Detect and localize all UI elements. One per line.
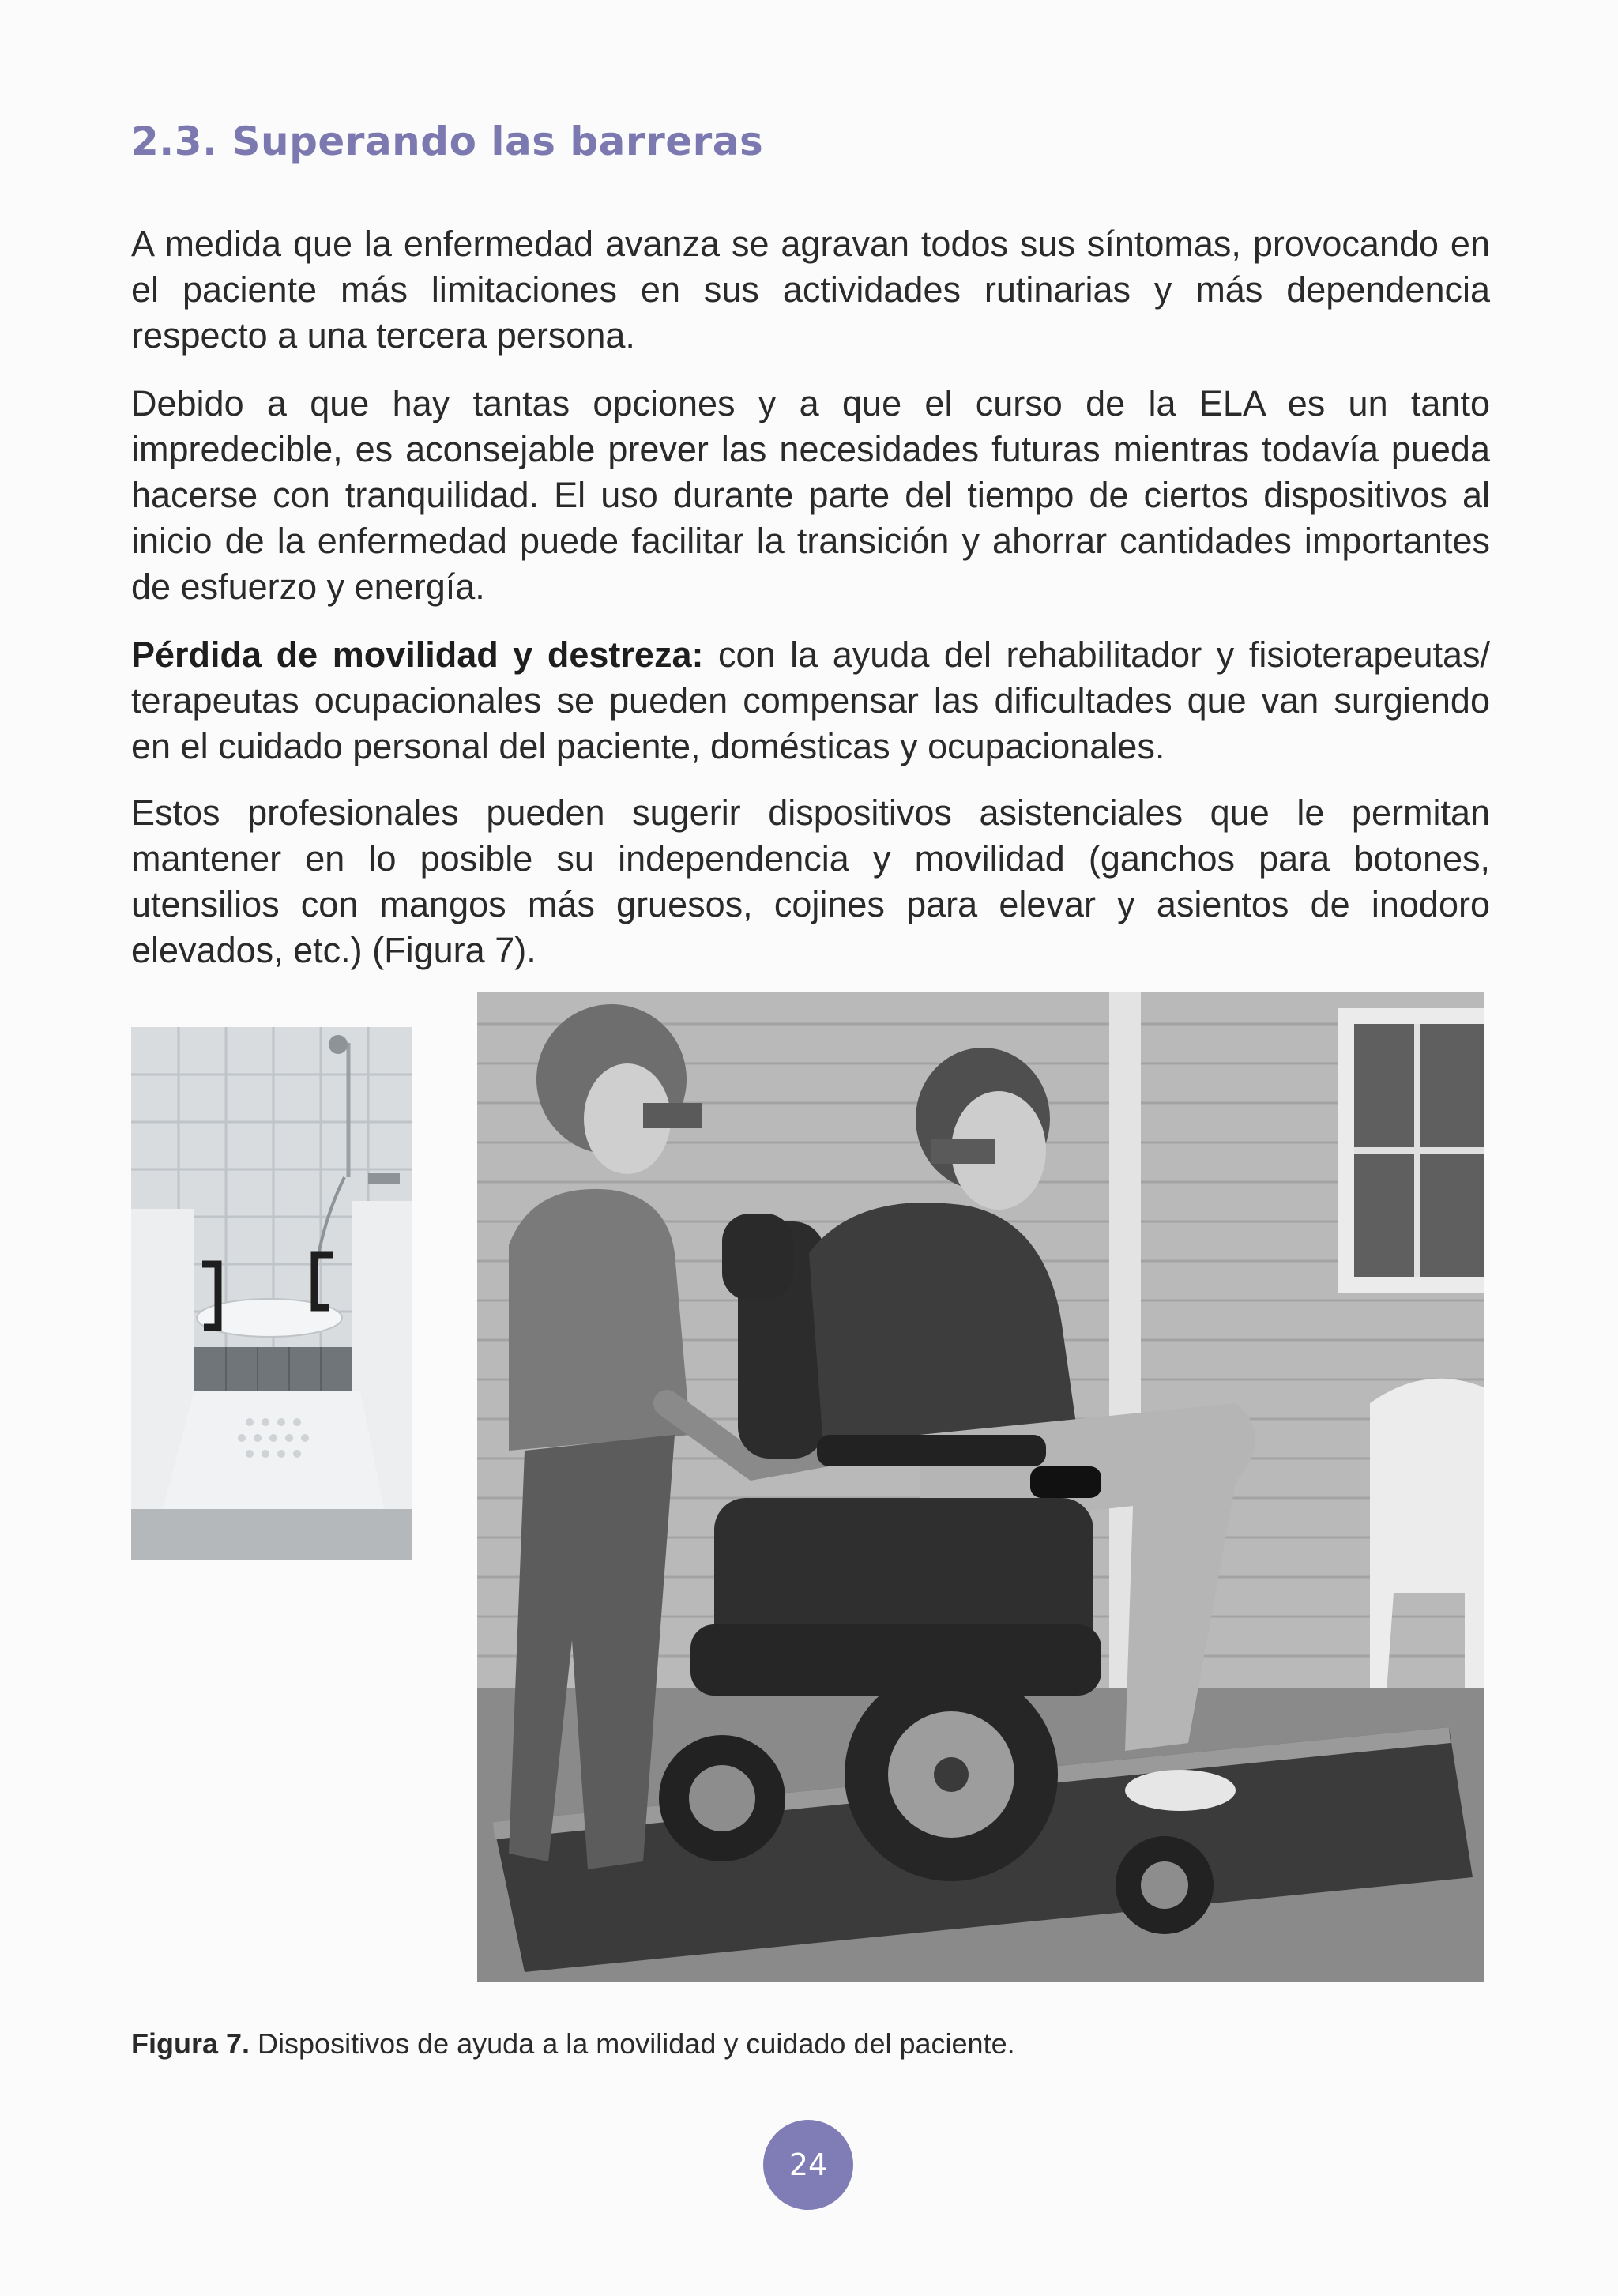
paragraph-3-body: con la ayuda del rehabilitador y fisioterapeutas/ terapeutas ocupacionales se pueden compensar las dificultades que van surgiendo en el cuidado personal del paciente, domésticas y ocupacionales. — [131, 634, 1490, 766]
figure-caption-text: Dispositivos de ayuda a la movilidad y cuidado del paciente. — [250, 2027, 1015, 2060]
paragraph-3-lead: Pérdida de movilidad y destreza: — [131, 634, 704, 675]
shower-seat-photo — [131, 1027, 412, 1560]
paragraph-1: A medida que la enfermedad avanza se agravan todos sus síntomas, provocando en el paciente más limitaciones en sus actividades rutinarias y más dependencia respecto a una tercera persona. — [131, 224, 1490, 356]
paragraph-4: Estos profesionales pueden sugerir dispositivos asistenciales que le permitan mantener en lo posible su independencia y movilidad (ganchos para botones, utensilios con mangos más gruesos, cojines para elevar y asientos de inodoro elevados, etc.) (Figura 7). — [131, 792, 1490, 970]
paragraph-2: Debido a que hay tantas opciones y a que el curso de la ELA es un tanto impredecible, es aconsejable prever las necesidades futuras mientras todavía pueda hacerse con tranquilidad. El uso durante parte del tiempo de ciertos dispositivos al inicio de la enfermedad puede facilitar la transición y ahorrar cantidades importantes de esfuerzo y energía. — [131, 383, 1490, 607]
paragraph-3 — [131, 632, 1490, 770]
section-heading: 2.3. Superando las barreras — [131, 119, 764, 164]
wheelchair-photo — [477, 992, 1484, 1982]
figure-caption — [131, 2027, 1015, 2061]
page-number-badge: 24 — [763, 2120, 853, 2210]
figure-caption-label: Figura 7. — [131, 2027, 250, 2060]
